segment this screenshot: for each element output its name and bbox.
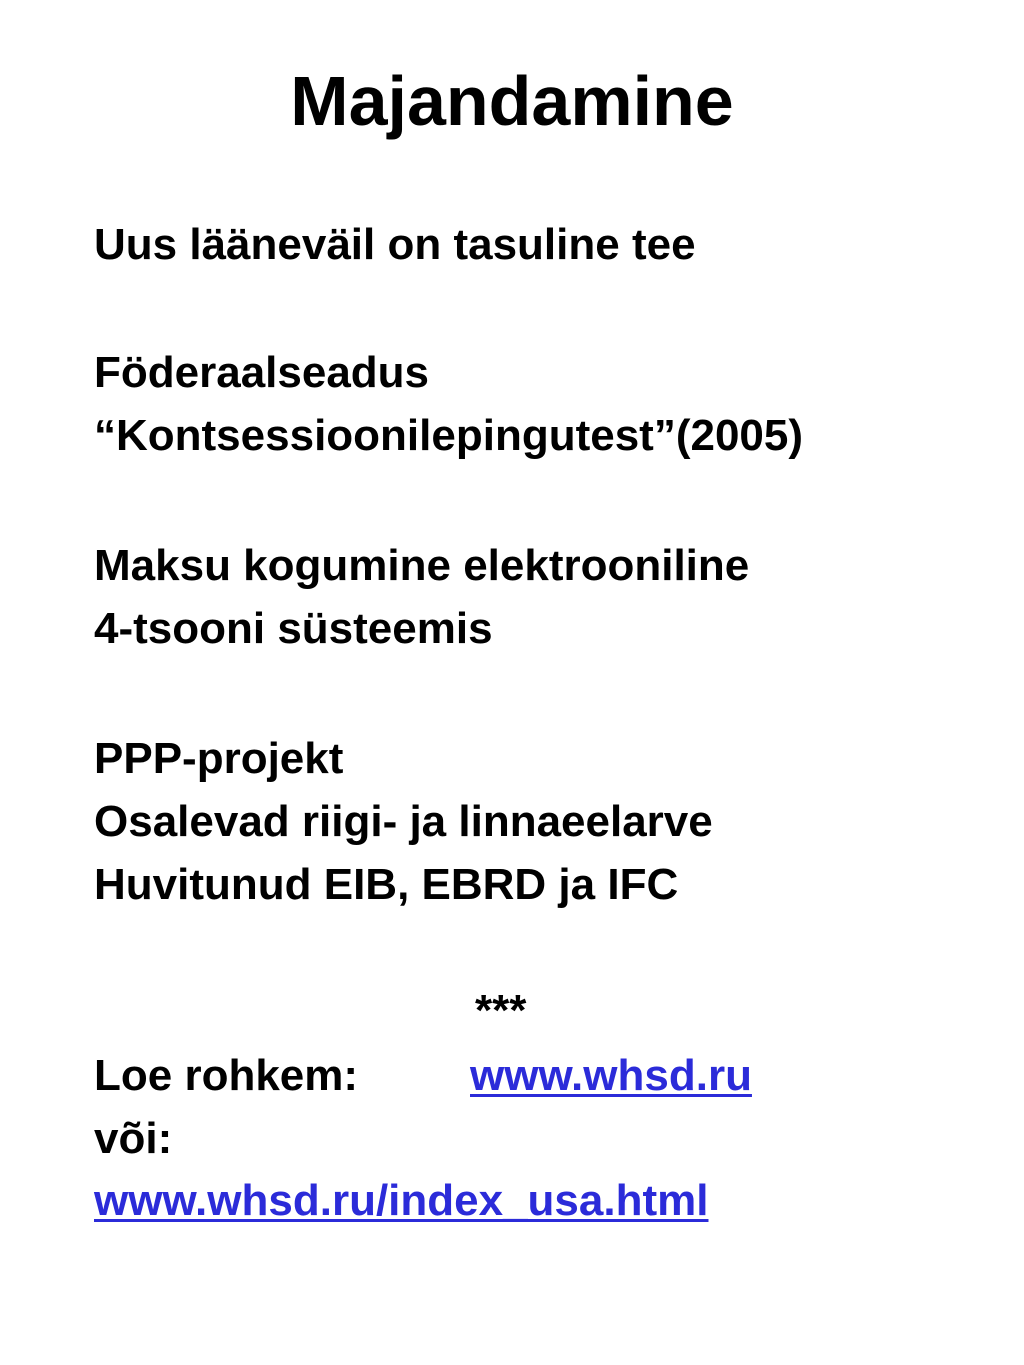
paragraph-2-line-2: “Kontsessioonilepingutest”(2005): [94, 411, 804, 460]
paragraph-1-line-1: Uus läänevӓil on tasuline tee: [94, 220, 696, 269]
paragraph-4-line-2: Osalevad riigi- ja linnaeelarve: [94, 797, 713, 846]
paragraph-3-line-2: 4-tsooni süsteemis: [94, 604, 493, 653]
whsd-link[interactable]: www.whsd.ru: [470, 1051, 752, 1100]
whsd-usa-link[interactable]: www.whsd.ru/index_usa.html: [94, 1176, 709, 1225]
paragraph-2-line-1: Föderaalseadus: [94, 348, 430, 397]
or-label: või:: [94, 1114, 173, 1163]
read-more-label: Loe rohkem:: [94, 1051, 359, 1100]
slide-title: Majandamine: [290, 62, 734, 140]
paragraph-4-line-1: PPP-projekt: [94, 734, 344, 783]
separator-stars: ***: [475, 986, 527, 1035]
paragraph-4-line-3: Huvitunud EIB, EBRD ja IFC: [94, 860, 679, 909]
paragraph-3-line-1: Maksu kogumine elektrooniline: [94, 541, 750, 590]
